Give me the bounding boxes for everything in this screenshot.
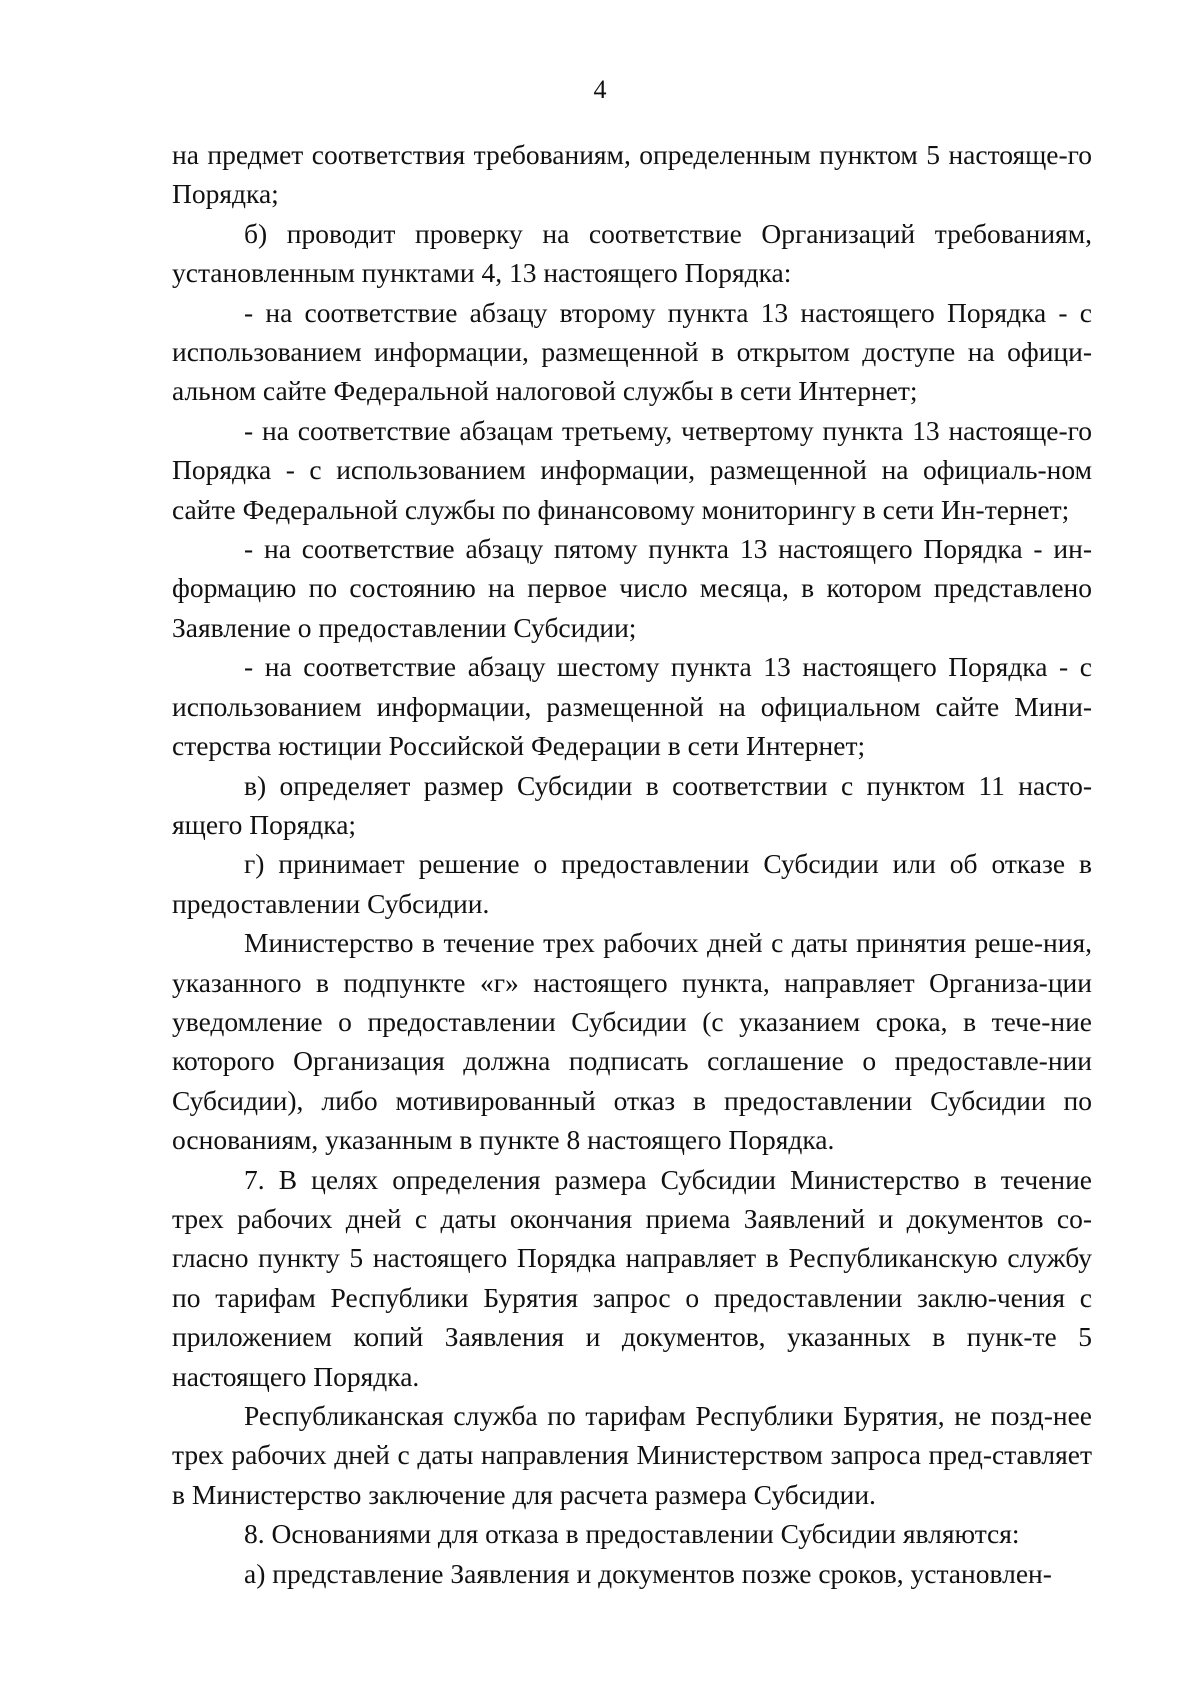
paragraph: на предмет соответствия требованиям, определенным пунктом 5 настояще-го Порядка; [172,139,1092,210]
paragraph: Министерство в течение трех рабочих дней с даты принятия реше-ния, указанного в подпункте «г» настоящего пункта, направляет Организа-ции уведомление о предоставлении Субсидии (с указанием срока, в тече-ние которого Организация должна подписать соглашение о предоставле-нии Субсидии), либо мотивированный отказ в предоставлении Субсидии по основаниям, указанным в пункте 8 настоящего Порядка. [172,927,1092,1156]
paragraph: Республиканская служба по тарифам Республики Бурятия, не позд-нее трех рабочих дней с даты направления Министерством запроса пред-ставляет в Министерство заключение для расчета размера Субсидии. [172,1400,1092,1510]
page-number: 4 [593,75,607,104]
paragraph: 7. В целях определения размера Субсидии Министерство в течение трех рабочих дней с даты окончания приема Заявлений и документов со-гласно пункту 5 настоящего Порядка направляет в Республиканскую службу по тарифам Республики Бурятия запрос о предоставлении заклю-чения с приложением копий Заявления и документов, указанных в пунк-те 5 настоящего Порядка. [172,1163,1092,1392]
paragraph: 8. Основаниями для отказа в предоставлении Субсидии являются: [244,1518,1020,1550]
paragraph: в) определяет размер Субсидии в соответствии с пунктом 11 насто-ящего Порядка; [172,769,1092,840]
paragraph: - на соответствие абзацу пятому пункта 13 настоящего Порядка - ин-формацию по состоянию на первое число месяца, в котором представлено Заявление о предоставлении Субсидии; [172,533,1092,643]
paragraph: г) принимает решение о предоставлении Субсидии или об отказе в предоставлении Субсидии. [172,848,1092,919]
paragraph: а) представление Заявления и документов позже сроков, установлен- [244,1557,1052,1589]
paragraph: б) проводит проверку на соответствие Организаций требованиям, установленным пунктами 4, 13 настоящего Порядка: [172,217,1092,289]
paragraph: - на соответствие абзацу второму пункта 13 настоящего Порядка - с использованием информации, размещенной в открытом доступе на офици-альном сайте Федеральной налоговой службы в сети Интернет; [172,296,1092,407]
paragraph: - на соответствие абзацам третьему, четвертому пункта 13 настояще-го Порядка - с использованием информации, размещенной на официаль-ном сайте Федеральной службы по финансовому мониторингу в сети Ин-тернет; [172,414,1092,525]
document-body [172,135,1092,1593]
paragraph: - на соответствие абзацу шестому пункта 13 настоящего Порядка - с использованием информации, размещенной на официальном сайте Мини-стерства юстиции Российской Федерации в сети Интернет; [172,651,1092,762]
